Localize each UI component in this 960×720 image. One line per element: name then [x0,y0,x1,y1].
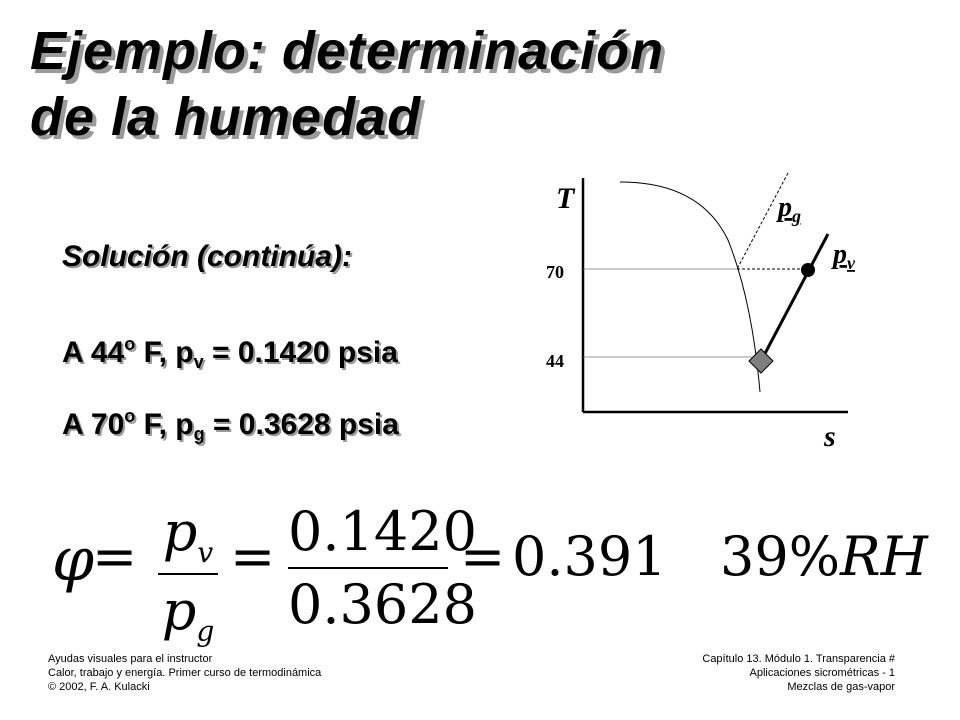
pv-label-p: p [833,239,847,270]
dew-point-marker [749,349,773,373]
pv-label [831,239,856,273]
footer-left-line-1: Ayudas visuales para el instructor [48,653,213,665]
footer-left [48,652,321,694]
frac2-denominator: 0.3628 [288,573,477,636]
pg-label-p: p [778,192,792,223]
x-axis-label: s [824,420,836,453]
fraction-pv-pg [158,500,218,648]
pg-label-sub: g [792,206,801,226]
footer-right-line-3: Mezclas de gas-vapor [787,681,895,693]
statement-pg-mid: F, p [135,408,194,441]
statement-pg-prefix: A 70 [62,408,125,441]
rh-unit: RH [840,525,928,588]
footer-right-line-1: Capítulo 13. Módulo 1. Transparencia # [702,653,895,665]
footer-right [702,652,895,694]
frac1-den-sub: g [196,614,215,648]
frac1-num-p: p [162,500,198,563]
tick-70: 70 [546,262,564,282]
rh-equation [40,495,928,648]
y-axis-label: T [556,182,575,215]
solution-heading: Solución (continúa): [62,240,352,273]
result-value: 0.391 [512,525,667,588]
title-line-2: de la humedad [30,87,422,147]
frac1-den-p: p [161,578,197,642]
footer-right-line-2: Aplicaciones sicrométricas - 1 [749,667,895,679]
frac1-bar [158,573,218,575]
statement-pg-sub: g [193,424,205,444]
saturation-dome [620,182,760,392]
tick-44: 44 [546,351,564,371]
equals-1: = [92,525,138,588]
pg-label [776,192,801,226]
statement-pg-degree: o [124,406,136,426]
frac1-numerator [158,500,218,569]
frac2-numerator: 0.1420 [288,500,477,563]
statement-pv-degree: o [124,334,136,354]
fraction-numeric [288,500,477,636]
title-line-1: Ejemplo: determinación [30,21,665,81]
statement-pv-mid: F, p [135,336,194,369]
state-point [801,263,815,277]
footer-left-line-3: © 2002, F. A. Kulacki [48,681,150,693]
frac2-bar [288,567,448,569]
pv-label-sub: v [847,253,855,273]
statement-pg-value: = 0.3628 psia [204,408,399,441]
statement-pv-sub: v [193,352,204,372]
phi-symbol: φ [52,525,95,595]
rh-percent: 39% [720,525,841,588]
rh-result [720,525,928,588]
frac1-num-sub: v [197,535,214,569]
statement-pv-value: = 0.1420 psia [203,336,398,369]
statement-pv-prefix: A 44 [62,336,125,369]
frac1-denominator [158,579,218,648]
equals-3: = [460,525,506,588]
equals-2: = [230,525,276,588]
pv-isobar [761,234,828,361]
footer-left-line-2: Calor, trabajo y energía. Primer curso de termodinámica [48,667,322,679]
